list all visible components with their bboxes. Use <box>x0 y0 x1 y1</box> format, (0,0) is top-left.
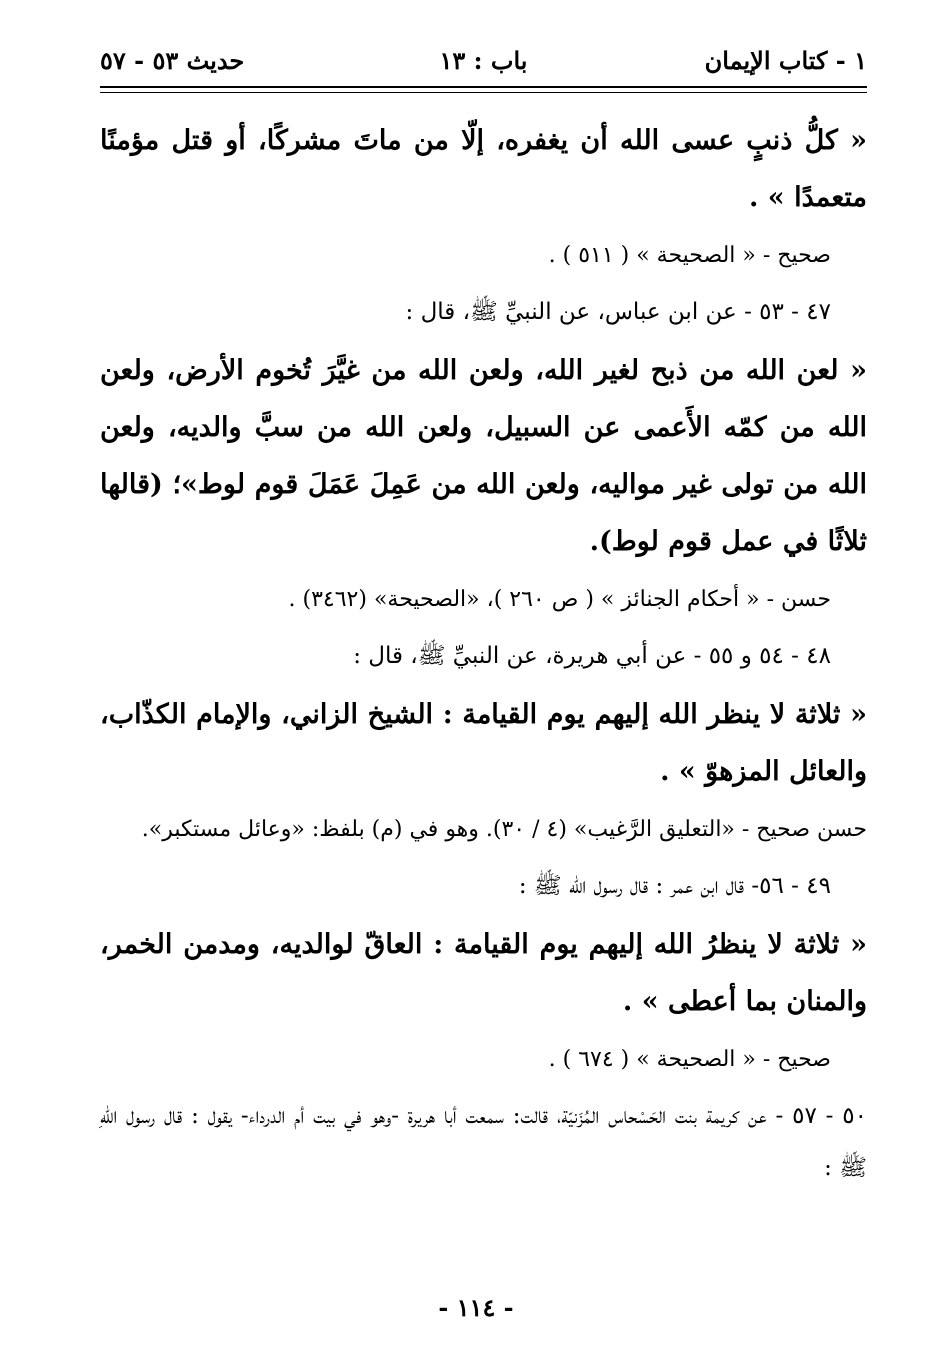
hadith-grading: صحيح - « الصحيحة » ( ٥١١ ) . <box>548 243 831 268</box>
header-rule-thick <box>100 86 867 88</box>
hadith-grading: حسن - « أحكام الجنائز » ( ص ٢٦٠ )، «الصحيحة» (٣٤٦٢) . <box>288 587 831 612</box>
hadith-text: « ثلاثة لا ينظرُ الله إليهم يوم القيامة : العاقّ لوالديه، ومدمن الخمر، والمنان بما أعطى » . <box>100 929 867 1017</box>
hadith-heading: ٤٨ - ٥٤ و ٥٥ - عن أبي هريرة، عن النبيِّ ﷺ، قال : <box>353 643 831 669</box>
running-header <box>100 46 867 86</box>
hadith-text: « كلُّ ذنبٍ عسى الله أن يغفره، إلّا من ماتَ مشركًا، أو قتل مؤمنًا متعمدًا » . <box>100 125 867 213</box>
hadith-grading: صحيح - « الصحيحة » ( ٦٧٤ ) . <box>548 1047 831 1072</box>
hadith-text: « لعن الله من ذبح لغير الله، ولعن الله من غيَّرَ تُخوم الأرض، ولعن الله من كمّه الأَعمى عن السبيل، ولعن الله من سبَّ والديه، ولعن الله من تولى غير مواليه، ولعن الله من عَمِلَ عَمَلَ قوم لوط»؛ (قالها ثلاثًا في عمل قوم لوط). <box>100 355 867 557</box>
hadith-grading: حسن صحيح - «التعليق الرَّغيب» (٤ / ٣٠). وهو في (م) بلفظ: «وعائل مستكبر». <box>141 817 867 842</box>
page-body <box>100 112 867 1198</box>
hadith-heading: ٤٧ - ٥٣ - عن ابن عباس، عن النبيِّ ﷺ، قال : <box>405 299 831 325</box>
header-rule-thin <box>100 92 867 93</box>
hadith-heading: ٥٠ - ٥٧ - عن كريمة بنت الحَسْحاس المُزَنيّة، قالت: سمعت أبا هريرة -وهو في بيت أم الدرداء- يقول : قال رسول اللهِ ﷺ : <box>100 1103 867 1181</box>
hadith-text: « ثلاثة لا ينظر الله إليهم يوم القيامة : الشيخ الزاني، والإمام الكذّاب، والعائل المزهوّ » . <box>100 699 867 787</box>
hadith-range: حديث ٥٣ - ٥٧ <box>100 46 245 75</box>
hadith-heading: ٤٩ - ٥٦- قال ابن عمر : قال رسول الله ﷺ : <box>518 873 831 899</box>
page-number: - ١١٤ - <box>438 1293 514 1322</box>
section-label: باب : ١٣ <box>439 46 528 75</box>
chapter-title: ١ - كتاب الإيمان <box>704 46 867 75</box>
